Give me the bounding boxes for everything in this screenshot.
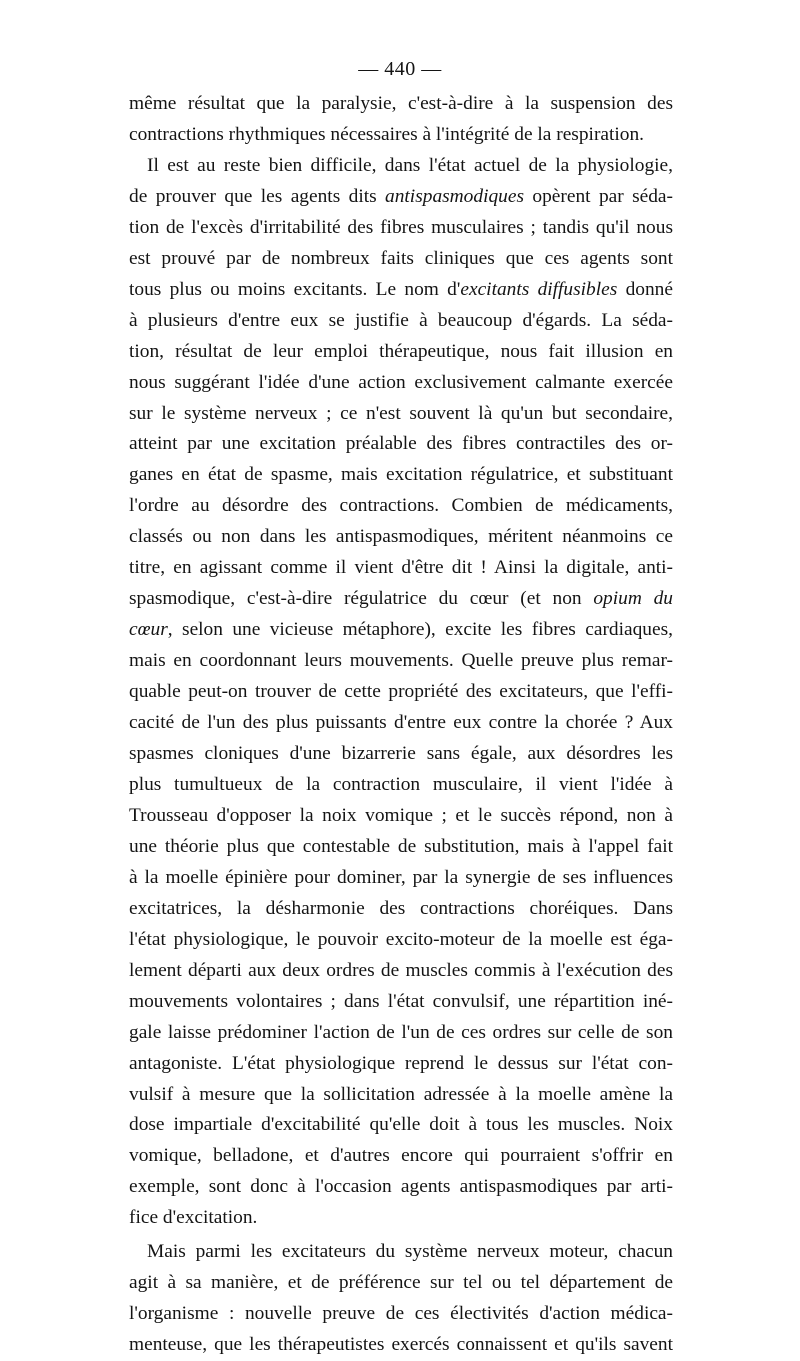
text-line: spasmodique, c'est-à-dire régulatrice du cœur (et non opium du <box>129 588 673 610</box>
text-line: menteuse, que les thérapeutistes exercés connaissent et qu'ils savent <box>129 1334 673 1356</box>
text-line: agit à sa manière, et de préférence sur tel ou tel département de <box>129 1272 673 1294</box>
text-line: l'ordre au désordre des contractions. Combien de médicaments, <box>129 495 673 517</box>
page-number: — 440 — <box>358 58 442 80</box>
body-text <box>129 89 673 1361</box>
text-line: exemple, sont donc à l'occasion agents antispasmodiques par arti- <box>129 1176 673 1198</box>
text-line: plus tumultueux de la contraction musculaire, il vient l'idée à <box>129 773 673 795</box>
text-line: à la moelle épinière pour dominer, par la synergie de ses influences <box>129 866 673 888</box>
text-line: atteint par une excitation préalable des fibres contractiles des or- <box>129 433 673 455</box>
text-line: une théorie plus que contestable de substitution, mais à l'appel fait <box>129 835 673 857</box>
text-line: Il est au reste bien difficile, dans l'état actuel de la physiologie, <box>147 154 673 176</box>
text-line: mais en coordonnant leurs mouvements. Quelle preuve plus remar- <box>129 650 673 672</box>
text-line: fice d'excitation. <box>129 1207 258 1229</box>
text-line: sur le système nerveux ; ce n'est souvent là qu'un but secondaire, <box>129 402 673 424</box>
italic-term: antispasmodiques <box>385 185 525 207</box>
text-line: titre, en agissant comme il vient d'être dit ! Ainsi la digitale, anti- <box>129 557 673 579</box>
text-line: gale laisse prédominer l'action de l'un de ces ordres sur celle de son <box>129 1021 673 1043</box>
text-line: de prouver que les agents dits antispasmodiques opèrent par séda- <box>129 185 673 207</box>
text-line: cœur, selon une vicieuse métaphore), excite les fibres cardiaques, <box>129 619 673 641</box>
text-line: l'organisme : nouvelle preuve de ces électivités d'action médica- <box>129 1303 673 1325</box>
text-line: Trousseau d'opposer la noix vomique ; et le succès répond, non à <box>129 804 673 826</box>
text-line: vulsif à mesure que la sollicitation adressée à la moelle amène la <box>129 1083 673 1105</box>
text-line: lement départi aux deux ordres de muscles commis à l'exécution des <box>129 959 673 981</box>
italic-term: excitants diffusibles <box>460 278 618 300</box>
text-line: ganes en état de spasme, mais excitation régulatrice, et substituant <box>129 464 673 486</box>
text-line: nous suggérant l'idée d'une action exclusivement calmante exercée <box>129 371 673 393</box>
text-line: l'état physiologique, le pouvoir excito-moteur de la moelle est éga- <box>129 928 673 950</box>
text-line: est prouvé par de nombreux faits cliniques que ces agents sont <box>129 247 673 269</box>
text-line: spasmes cloniques d'une bizarrerie sans égale, aux désordres les <box>129 743 673 765</box>
text-line: classés ou non dans les antispasmodiques, méritent néanmoins ce <box>129 526 673 548</box>
text-line: même résultat que la paralysie, c'est-à-dire à la suspension des <box>129 93 673 114</box>
text-line: dose impartiale d'excitabilité qu'elle doit à tous les muscles. Noix <box>129 1114 673 1136</box>
italic-term: cœur <box>129 619 168 641</box>
text-line: tous plus ou moins excitants. Le nom d'excitants diffusibles donné <box>129 278 673 300</box>
text-line: Mais parmi les excitateurs du système nerveux moteur, chacun <box>147 1241 673 1263</box>
text-line: tion de l'excès d'irritabilité des fibres musculaires ; tandis qu'il nous <box>129 216 673 238</box>
text-line: quable peut-on trouver de cette propriété des excitateurs, que l'effi- <box>129 681 673 703</box>
italic-term: opium du <box>593 588 673 610</box>
text-line: tion, résultat de leur emploi thérapeutique, nous fait illusion en <box>129 340 673 362</box>
text-line: cacité de l'un des plus puissants d'entre eux contre la chorée ? Aux <box>129 712 673 734</box>
text-line: contractions rhythmiques nécessaires à l'intégrité de la respiration. <box>129 123 645 145</box>
text-line: excitatrices, la désharmonie des contractions choréiques. Dans <box>129 897 673 919</box>
text-line: antagoniste. L'état physiologique reprend le dessus sur l'état con- <box>129 1052 673 1074</box>
text-line: à plusieurs d'entre eux se justifie à beaucoup d'égards. La séda- <box>129 309 673 331</box>
text-line: mouvements volontaires ; dans l'état convulsif, une répartition iné- <box>129 990 673 1012</box>
text-line: vomique, belladone, et d'autres encore qui pourraient s'offrir en <box>129 1145 673 1167</box>
